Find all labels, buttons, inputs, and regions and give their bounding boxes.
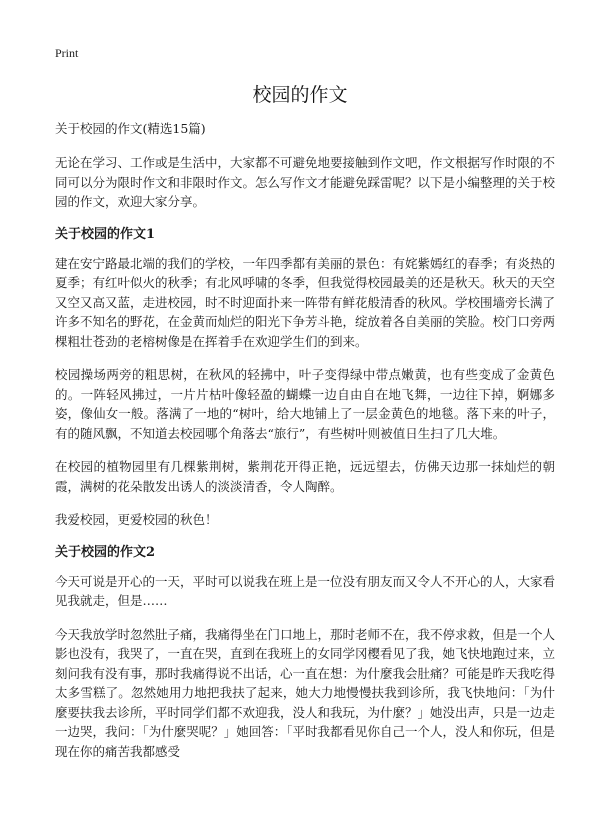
section-2-paragraph: 今天我放学时忽然肚子痛，我痛得坐在门口地上，那时老师不在，我不停求救，但是一个人影也没有，我哭了，一直在哭，直到在我班上的女同学冈樱看见了我，她飞快地跑过来，立刻问我有没有事，那时我痛得说不出话，心一直在想：为什麼我会肚痛？可能是昨天我吃得太多雪糕了。忽然她用力地把我扶了起来，她大力地慢慢扶我到诊所，我飞快地问：「为什麼要扶我去诊所，平时同学们都不欢迎我，没人和我玩，为什麼？」她没出声，只是一边走一边哭，我问：「为什麼哭呢？」她回答：「平时我都看见你自己一个人，没人和你玩，但是现在你的痛苦我都感受 xyxy=(55,626,556,759)
section-heading-1: 关于校园的作文1 xyxy=(55,226,156,242)
intro-paragraph: 无论在学习、工作或是生活中，大家都不可避免地要接触到作文吧，作文根据写作时限的不同可以分为限时作文和非限时作文。怎么写作文才能避免踩雷呢？以下是小编整理的关于校园的作文，欢迎大家分享。 xyxy=(55,155,556,209)
section-1-paragraph: 校园操场两旁的粗思树，在秋风的轻拂中，叶子变得绿中带点嫩黄，也有些变成了金黄色的。一阵轻风拂过，一片片枯叶像轻盈的蝴蝶一边自由自在地飞舞，一边往下掉，婀娜多姿，像仙女一般。落满了一地的“树叶，给大地铺上了一层金黄色的地毯。落下来的叶子，有的随风飘，不知道去校园哪个角落去“旅行”，有些树叶则被值日生扫了几大堆。 xyxy=(55,367,555,441)
section-1-paragraph: 我爱校园，更爱校园的秋色！ xyxy=(55,512,218,527)
print-link[interactable]: Print xyxy=(55,46,79,60)
section-1-paragraph: 建在安宁路最北端的我们的学校，一年四季都有美丽的景色：有姹紫嫣红的春季；有炎热的夏季；有红叶似火的秋季；有北风呼啸的冬季，但我觉得校园最美的还是秋天。秋天的天空又空又高又蓝，走进校园，时不时迎面扑来一阵带有鲜花般清香的秋风。学校围墙旁长满了许多不知名的野花，在金黄而灿烂的阳光下争芳斗艳，绽放着各自美丽的笑脸。校门口旁两棵粗壮苍劲的老榕树像是在挥着手在欢迎学生们的到来。 xyxy=(55,255,556,349)
article-body xyxy=(55,120,555,775)
section-2-paragraph: 今天可说是开心的一天，平时可以说我在班上是一位没有朋友而又令人不开心的人，大家看见我就走，但是…… xyxy=(55,573,556,608)
article-subtitle: 关于校园的作文(精选15篇) xyxy=(55,121,206,136)
section-heading-2: 关于校园的作文2 xyxy=(55,544,156,560)
page-title: 校园的作文 xyxy=(252,84,348,106)
section-1-paragraph: 在校园的植物园里有几棵紫荆树，紫荆花开得正艳，远远望去，仿佛天边那一抹灿烂的朝霞，满树的花朵散发出诱人的淡淡清香，令人陶醉。 xyxy=(55,459,555,494)
